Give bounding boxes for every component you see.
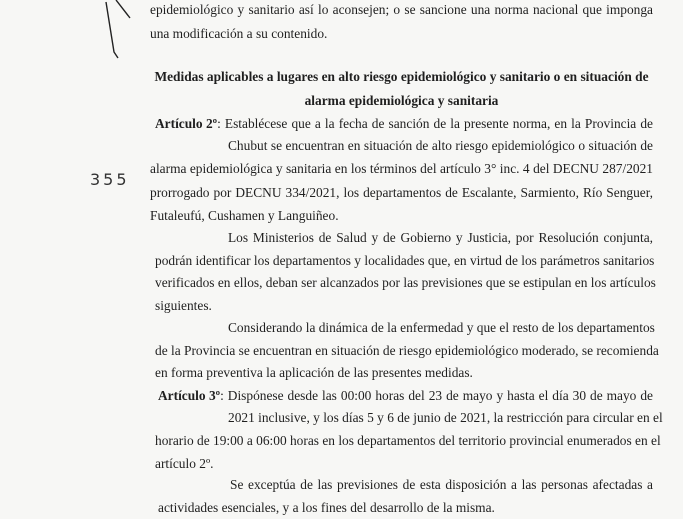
- article-3-label: Artículo 3º: [158, 388, 221, 403]
- text-line: Los Ministerios de Salud y de Gobierno y Justicia, por Resolución conjunta,: [228, 230, 653, 245]
- text-line: podrán identificar los departamentos y localidades que, en virtud de los parámetros sanitarios: [155, 253, 655, 268]
- text-line: alarma epidemiológica y sanitaria en los términos del artículo 3° inc. 4 del DECNU 287/2021: [150, 161, 653, 176]
- text-line: horario de 19:00 a 06:00 horas en los departamentos del territorio provincial enumerados en el: [155, 433, 661, 448]
- text-line: Futaleufú, Cushamen y Languiñeo.: [150, 208, 339, 223]
- article-2-label: Artículo 2º: [155, 116, 218, 131]
- text-line: actividades esenciales, y a los fines del desarrollo de la misma.: [158, 500, 495, 515]
- text-line: 2021 inclusive, y los días 5 y 6 de junio de 2021, la restricción para circular en el: [228, 410, 663, 425]
- text-line: una modificación a su contenido.: [150, 26, 328, 41]
- text-line: artículo 2º.: [155, 456, 214, 471]
- text-line: en forma preventiva la aplicación de las presentes medidas.: [155, 365, 473, 380]
- text-line: : Dispónese desde las 00:00 horas del 23 de mayo y hasta el día 30 de mayo de: [220, 388, 653, 403]
- text-line: siguientes.: [155, 298, 212, 313]
- text-line: de la Provincia se encuentran en situación de riesgo epidemiológico moderado, se recomienda: [155, 343, 659, 358]
- text-line: : Establécese que a la fecha de sanción de la presente norma, en la Provincia de: [217, 116, 653, 131]
- text-line: verificados en ellos, deban ser alcanzados por las previsiones que se estipulan en los artículos: [155, 275, 656, 290]
- text-line: Considerando la dinámica de la enfermedad y que el resto de los departamentos: [228, 320, 655, 335]
- text-line: epidemiológico y sanitario así lo aconsejen; o se sancione una norma nacional que imponga: [150, 2, 653, 17]
- text-line: Chubut se encuentran en situación de alto riesgo epidemiológico o situación de: [228, 138, 653, 153]
- text-line: Se exceptúa de las previsiones de esta disposición a las personas afectadas a: [230, 477, 653, 492]
- page-stamp-number: 355: [90, 170, 130, 189]
- handwritten-pen-mark: [100, 0, 140, 60]
- article-3-first-line: [158, 388, 653, 404]
- section-heading: Medidas aplicables a lugares en alto riesgo epidemiológico y sanitario o en situación de: [154, 69, 649, 84]
- article-2-first-line: [155, 116, 653, 132]
- text-line: prorrogado por DECNU 334/2021, los departamentos de Escalante, Sarmiento, Río Senguer,: [150, 185, 653, 200]
- section-heading-cont: alarma epidemiológica y sanitaria: [304, 93, 499, 108]
